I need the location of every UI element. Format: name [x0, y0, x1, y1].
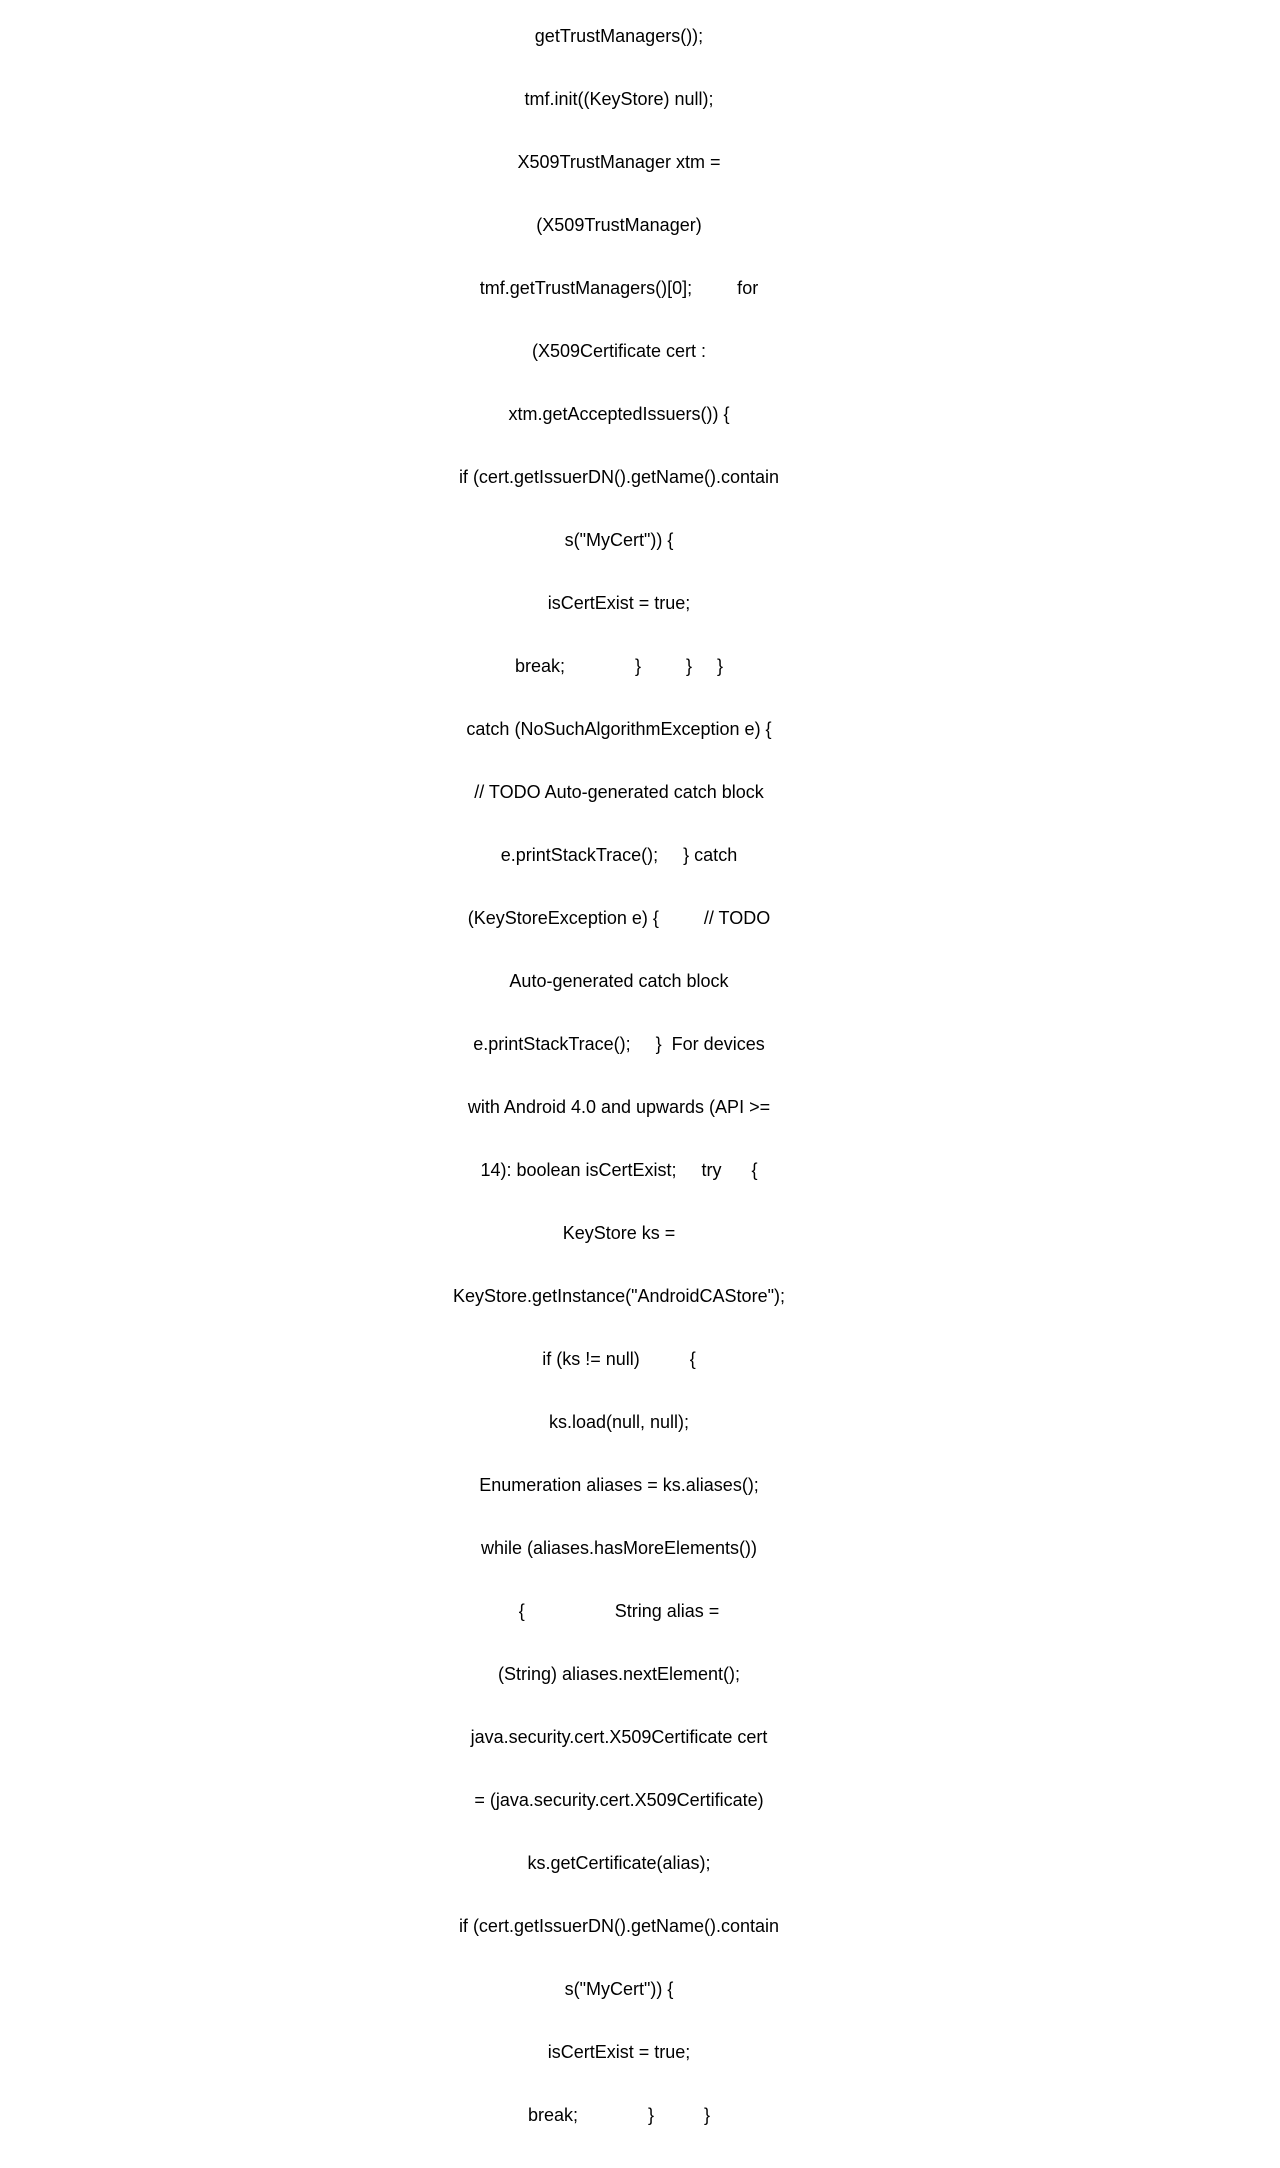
text-line: isCertExist = true;	[547, 593, 691, 613]
text-line: while (aliases.hasMoreElements())	[480, 1538, 758, 1558]
text-line: xtm.getAcceptedIssuers()) {	[508, 404, 730, 424]
text-line: if (cert.getIssuerDN().getName().contain	[458, 1916, 780, 1936]
text-line: KeyStore ks =	[562, 1223, 676, 1243]
text-line: e.printStackTrace(); } catch	[500, 845, 738, 865]
text-line: break; } } }	[514, 656, 724, 676]
text-line: if (ks != null) {	[542, 1349, 696, 1369]
text-line: s("MyCert")) {	[564, 530, 674, 550]
text-line: Auto-generated catch block	[509, 971, 729, 991]
text-line: e.printStackTrace(); } For devices	[473, 1034, 765, 1054]
text-line: 14): boolean isCertExist; try {	[480, 1160, 758, 1180]
text-line: (X509TrustManager)	[536, 215, 702, 235]
text-line: X509TrustManager xtm =	[517, 152, 721, 172]
text-line: break; } }	[527, 2105, 711, 2125]
text-line: s("MyCert")) {	[564, 1979, 674, 1999]
text-line: (X509Certificate cert :	[531, 341, 707, 361]
text-line: ks.getCertificate(alias);	[527, 1853, 711, 1873]
code-text-block	[439, 0, 799, 2168]
text-line: isCertExist = true;	[547, 2042, 691, 2062]
text-line: (String) aliases.nextElement();	[497, 1664, 741, 1684]
text-line: // TODO Auto-generated catch block	[474, 782, 764, 802]
text-line: KeyStore.getInstance("AndroidCAStore");	[453, 1286, 785, 1306]
text-line: java.security.cert.X509Certificate cert	[470, 1727, 768, 1747]
text-line: catch (NoSuchAlgorithmException e) {	[466, 719, 772, 739]
text-line: = (java.security.cert.X509Certificate)	[474, 1790, 764, 1810]
text-line: Enumeration aliases = ks.aliases();	[479, 1475, 759, 1495]
text-line: getTrustManagers());	[534, 26, 704, 46]
text-line: with Android 4.0 and upwards (API >=	[467, 1097, 771, 1117]
text-line: { String alias =	[518, 1601, 720, 1621]
text-line: ks.load(null, null);	[548, 1412, 690, 1432]
text-line: (KeyStoreException e) { // TODO	[467, 908, 771, 928]
text-line: tmf.init((KeyStore) null);	[524, 89, 714, 109]
text-line: tmf.getTrustManagers()[0]; for	[479, 278, 759, 298]
text-line: if (cert.getIssuerDN().getName().contain	[458, 467, 780, 487]
